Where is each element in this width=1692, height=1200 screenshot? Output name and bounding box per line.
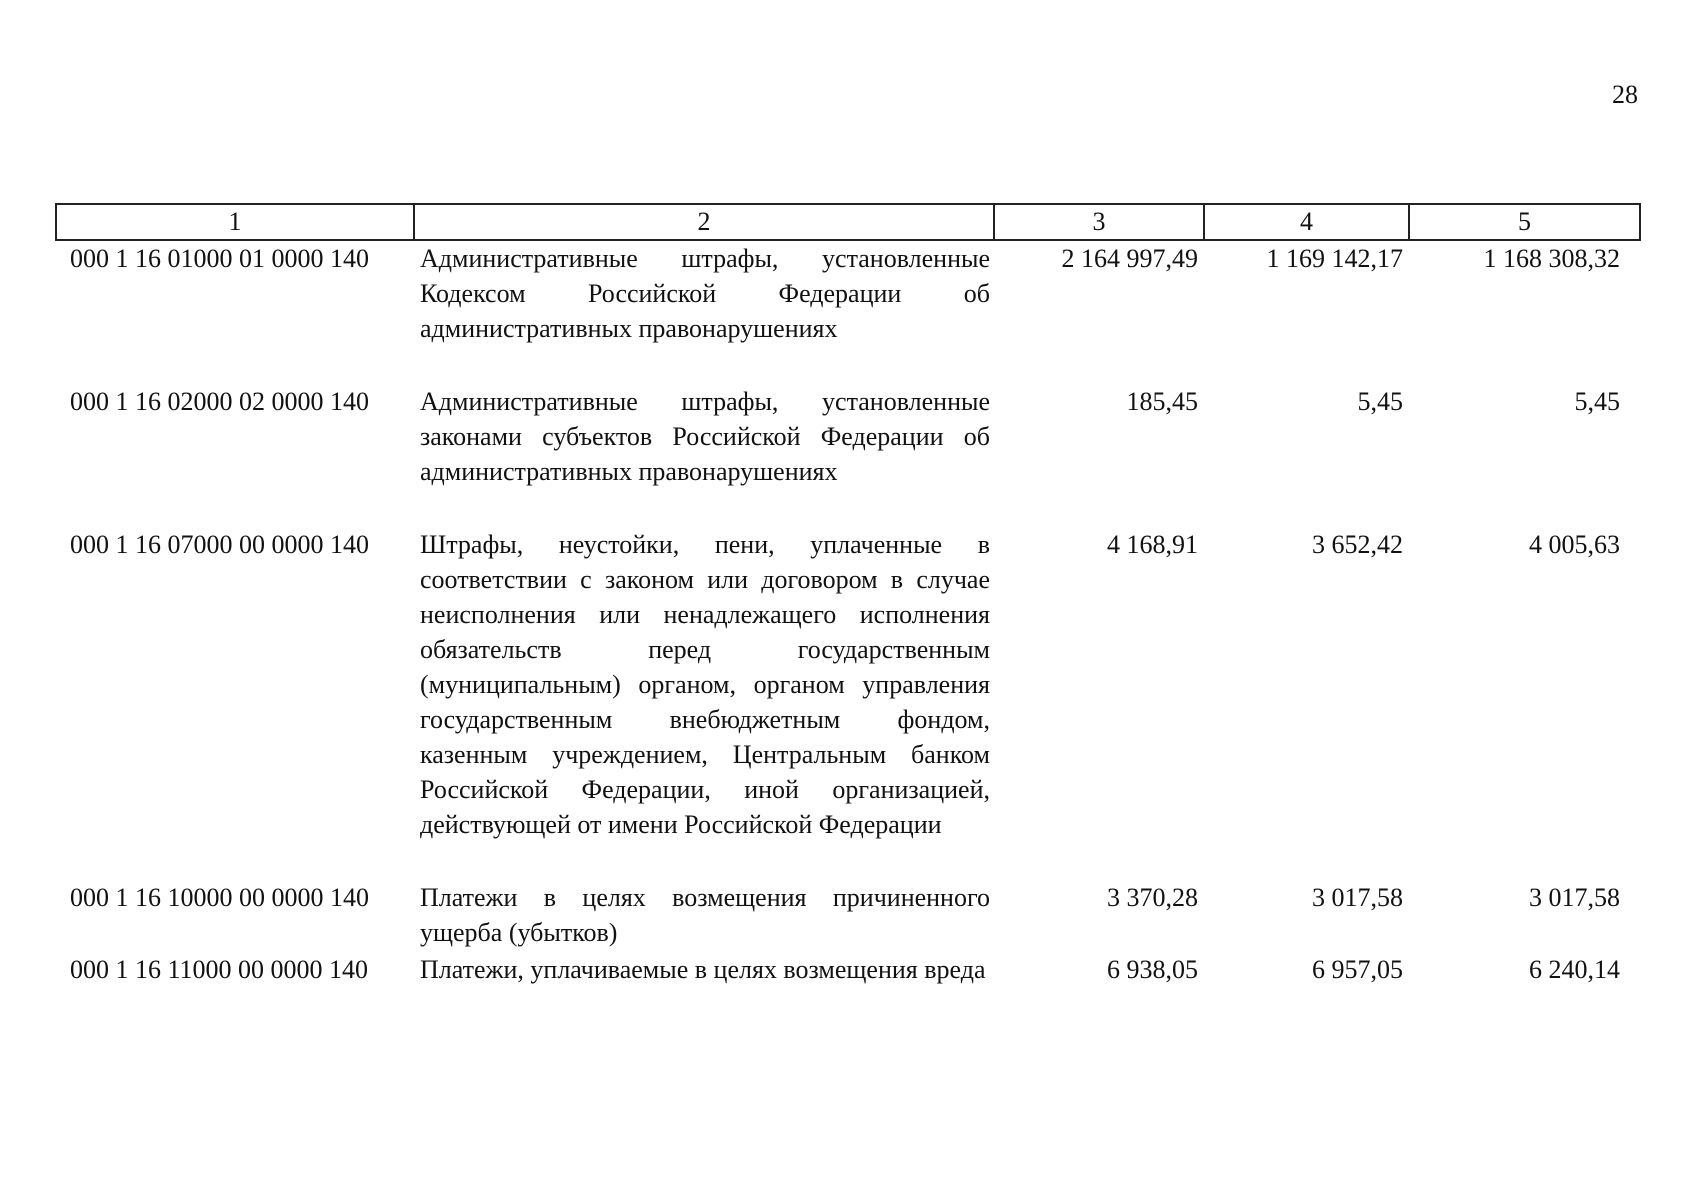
table-row	[56, 880, 1640, 952]
table-row	[56, 527, 1640, 880]
header-col-3: 3	[994, 204, 1204, 240]
row-value-col3: 4 168,91	[1107, 530, 1198, 559]
row-code: 000 1 16 01000 01 0000 140	[70, 244, 369, 273]
row-value-col5: 1 168 308,32	[1483, 244, 1620, 273]
row-value-col3: 3 370,28	[1107, 883, 1198, 912]
row-code: 000 1 16 07000 00 0000 140	[70, 530, 369, 559]
budget-table	[55, 203, 1641, 987]
row-value-col5: 5,45	[1574, 387, 1620, 416]
header-col-5: 5	[1409, 204, 1640, 240]
row-name: Административные штрафы, установленные законами субъектов Российской Федерации об административных правонарушениях	[420, 387, 990, 486]
budget-table-container	[55, 203, 1639, 987]
table-row	[56, 240, 1640, 384]
header-col-2: 2	[414, 204, 994, 240]
row-value-col4: 1 169 142,17	[1266, 244, 1403, 273]
row-name: Платежи в целях возмещения причиненного ущерба (убытков)	[420, 883, 990, 947]
row-name: Административные штрафы, установленные Кодексом Российской Федерации об административных правонарушениях	[420, 244, 990, 343]
row-value-col3: 6 938,05	[1107, 955, 1198, 984]
table-body	[56, 240, 1640, 987]
header-row	[56, 204, 1640, 240]
row-value-col4: 3 017,58	[1312, 883, 1403, 912]
row-value-col3: 185,45	[1126, 387, 1198, 416]
row-code: 000 1 16 10000 00 0000 140	[70, 883, 369, 912]
header-col-1: 1	[56, 204, 414, 240]
table-row	[56, 952, 1640, 987]
table-row	[56, 384, 1640, 527]
row-name: Платежи, уплачиваемые в целях возмещения вреда	[420, 955, 986, 984]
row-value-col5: 4 005,63	[1529, 530, 1620, 559]
row-value-col3: 2 164 997,49	[1061, 244, 1198, 273]
row-name: Штрафы, неустойки, пени, уплаченные в соответствии с законом или договором в случае неисполнения или ненадлежащего исполнения обязательств перед государственным (муниципальным) органом, органом управления государственным внебюджетным фондом, казенным учреждением, Центральным банком Российской Федерации, иной организацией, действующей от имени Российской Федерации	[420, 530, 990, 839]
row-value-col5: 3 017,58	[1529, 883, 1620, 912]
page-number: 28	[1612, 80, 1638, 109]
row-value-col4: 5,45	[1357, 387, 1403, 416]
header-col-4: 4	[1204, 204, 1409, 240]
row-value-col4: 3 652,42	[1312, 530, 1403, 559]
row-code: 000 1 16 11000 00 0000 140	[70, 955, 369, 984]
table-header	[56, 204, 1640, 240]
row-code: 000 1 16 02000 02 0000 140	[70, 387, 369, 416]
row-value-col4: 6 957,05	[1312, 955, 1403, 984]
row-value-col5: 6 240,14	[1529, 955, 1620, 984]
